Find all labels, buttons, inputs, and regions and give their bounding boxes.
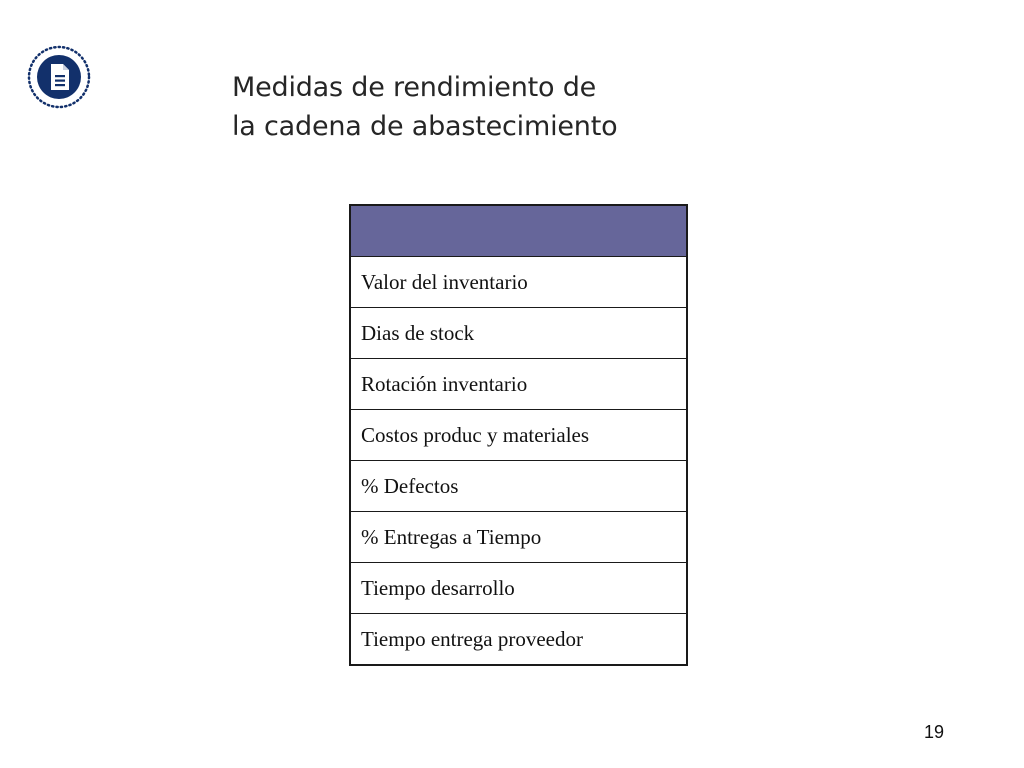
table-header-cell (350, 205, 687, 257)
slide-title (232, 68, 617, 146)
table-cell-dias-stock: Dias de stock (350, 308, 687, 359)
table-row (350, 563, 687, 614)
table-row (350, 257, 687, 308)
page-number: 19 (923, 722, 944, 742)
table-row (350, 461, 687, 512)
slide-title-line-1: Medidas de rendimiento de (232, 72, 597, 103)
metrics-table (349, 204, 688, 666)
table-row (350, 308, 687, 359)
table-cell-tiempo-entrega-proveedor: Tiempo entrega proveedor (350, 614, 687, 666)
table-row (350, 614, 687, 666)
table-header-row (350, 205, 687, 257)
table-row (350, 359, 687, 410)
table-cell-tiempo-desarrollo: Tiempo desarrollo (350, 563, 687, 614)
table-cell-entregas-tiempo: % Entregas a Tiempo (350, 512, 687, 563)
slide-title-line-2: la cadena de abastecimiento (232, 111, 618, 142)
table-row (350, 410, 687, 461)
table-cell-costos-produc: Costos produc y materiales (350, 410, 687, 461)
table-cell-valor-inventario: Valor del inventario (350, 257, 687, 308)
table-cell-rotacion-inventario: Rotación inventario (350, 359, 687, 410)
document-icon (27, 45, 91, 109)
table-cell-defectos: % Defectos (350, 461, 687, 512)
table-row (350, 512, 687, 563)
